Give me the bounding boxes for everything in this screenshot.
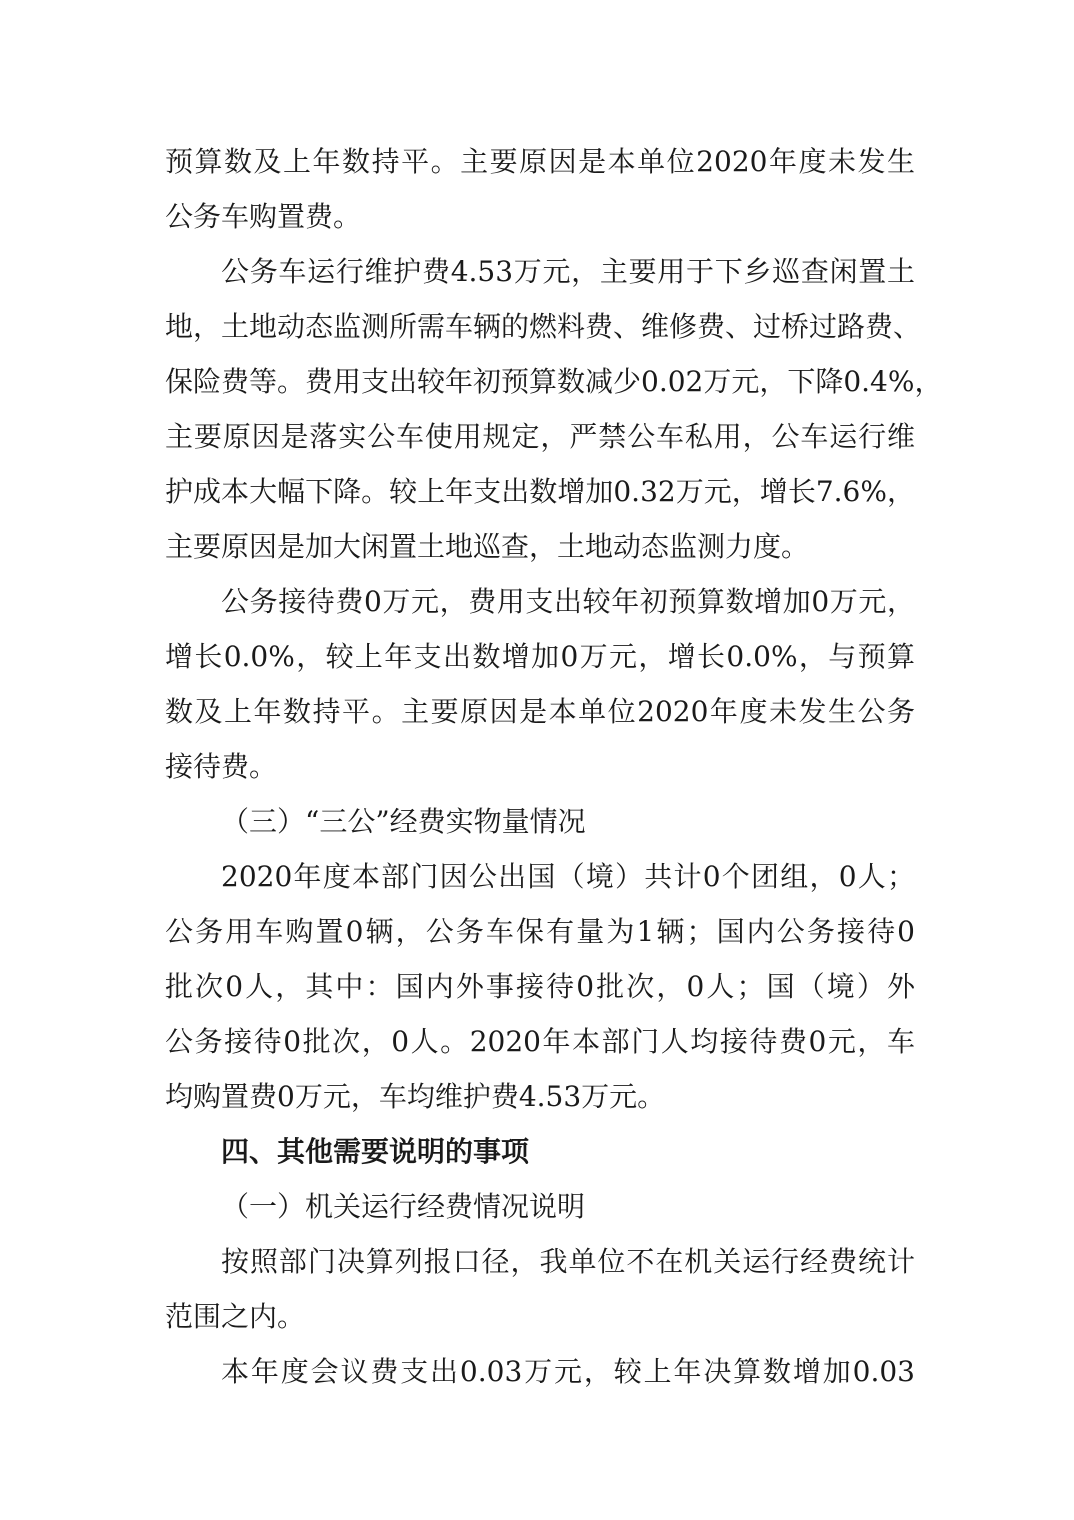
paragraph-line: 按照部门决算列报口径，我单位不在机关运行经费统计 xyxy=(221,1245,915,1278)
section-subheading: （一）机关运行经费情况说明 xyxy=(221,1190,586,1223)
paragraph-line: 主要原因是加大闲置土地巡查，土地动态监测力度。 xyxy=(165,530,810,563)
paragraph-line: 批次0人，其中：国内外事接待0批次，0人；国（境）外 xyxy=(165,970,915,1003)
paragraph-line: 范围之内。 xyxy=(165,1300,306,1333)
paragraph-line: 公务用车购置0辆，公务车保有量为1辆；国内公务接待0 xyxy=(165,915,915,948)
paragraph-line: 主要原因是落实公车使用规定，严禁公车私用，公车运行维 xyxy=(165,420,915,453)
paragraph-line: 公务接待0批次，0人。2020年本部门人均接待费0元，车 xyxy=(165,1025,915,1058)
paragraph-line: 地，土地动态监测所需车辆的燃料费、维修费、过桥过路费、 xyxy=(165,310,922,343)
paragraph-line: 公务车购置费。 xyxy=(165,200,362,233)
paragraph-line: 护成本大幅下降。较上年支出数增加0.32万元，增长7.6%， xyxy=(165,475,915,508)
paragraph-line: 保险费等。费用支出较年初预算数减少0.02万元，下降0.4%， xyxy=(165,365,943,398)
paragraph-line: 接待费。 xyxy=(165,750,278,783)
paragraph-line: 数及上年数持平。主要原因是本单位2020年度未发生公务 xyxy=(165,695,915,728)
section-heading: 四、其他需要说明的事项 xyxy=(221,1135,530,1168)
paragraph-line: 预算数及上年数持平。主要原因是本单位2020年度未发生 xyxy=(165,145,915,178)
paragraph-line: 2020年度本部门因公出国（境）共计0个团组，0人； xyxy=(221,860,915,893)
paragraph-line: 公务接待费0万元，费用支出较年初预算数增加0万元， xyxy=(221,585,915,618)
paragraph-line: 公务车运行维护费4.53万元，主要用于下乡巡查闲置土 xyxy=(221,255,915,288)
paragraph-line: 均购置费0万元，车均维护费4.53万元。 xyxy=(165,1080,666,1113)
paragraph-line: 本年度会议费支出0.03万元，较上年决算数增加0.03 xyxy=(221,1355,915,1388)
section-subheading: （三）“三公”经费实物量情况 xyxy=(221,805,586,838)
paragraph-line: 增长0.0%，较上年支出数增加0万元，增长0.0%，与预算 xyxy=(165,640,915,673)
